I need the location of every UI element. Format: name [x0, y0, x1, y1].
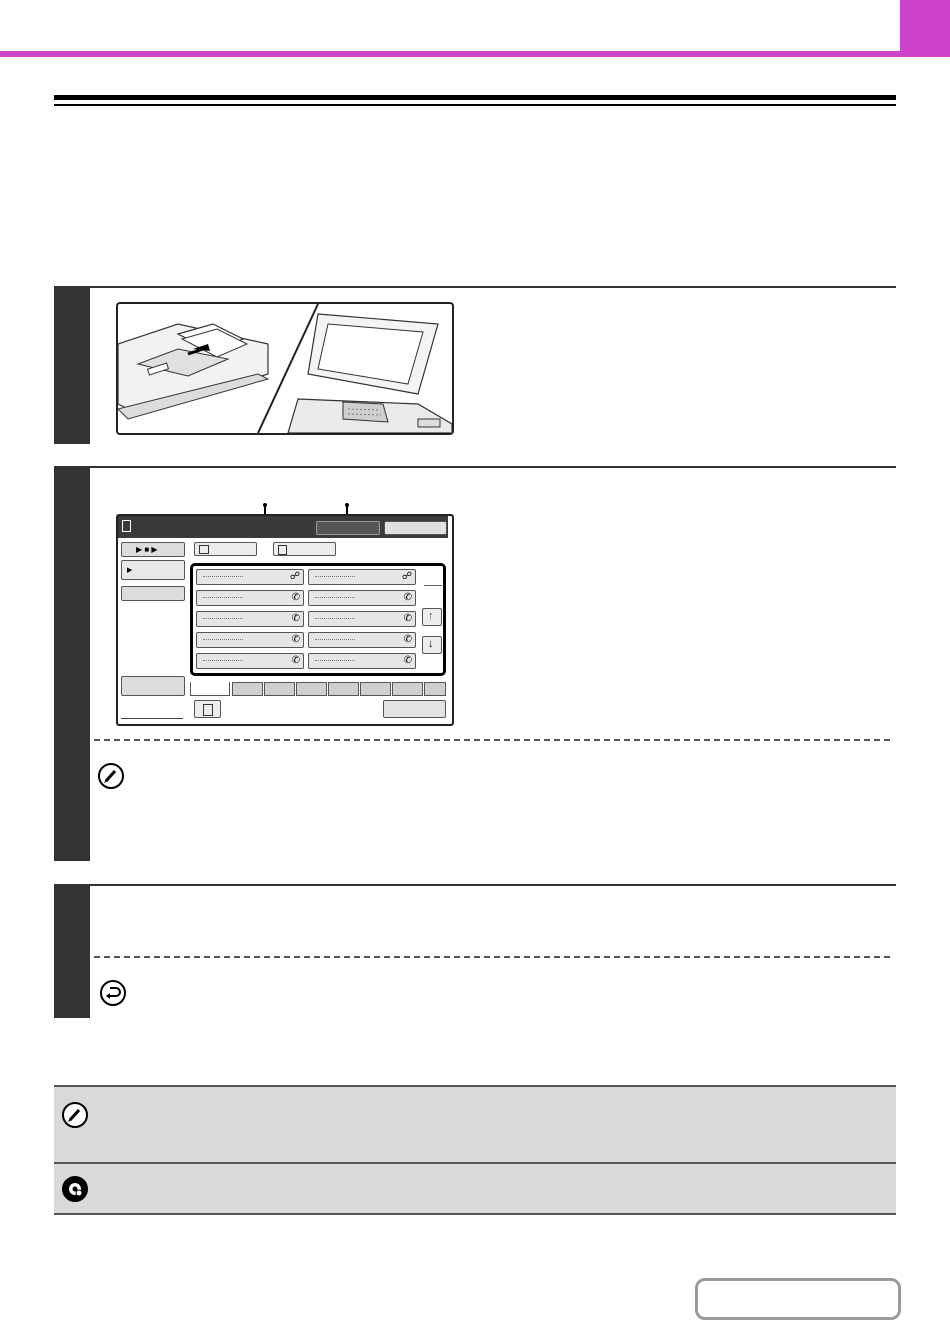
screen-search-button[interactable] — [194, 700, 221, 718]
return-glyph — [102, 982, 124, 1004]
title-rule-thick — [54, 95, 896, 100]
step-2-rule — [90, 466, 896, 468]
step-2-marker — [54, 466, 90, 861]
arrow-up-icon: ↑ — [428, 610, 434, 622]
phone-icon: ✆ — [403, 613, 412, 624]
search-number-icon — [203, 704, 213, 716]
screen-underline — [121, 718, 183, 719]
title-rule-thin — [54, 104, 896, 106]
phone-icon: ✆ — [291, 655, 300, 666]
address-key[interactable] — [308, 632, 416, 648]
step-1-rule — [90, 286, 896, 288]
step-2-note-divider — [94, 739, 890, 741]
phone-icon: ✆ — [403, 592, 412, 603]
note-bottom-rule — [54, 1213, 896, 1215]
index-tab[interactable] — [392, 682, 423, 696]
address-key[interactable] — [196, 632, 304, 648]
gear-icon — [62, 1176, 88, 1202]
screen-fax-button[interactable] — [273, 542, 336, 556]
chapter-tab[interactable] — [900, 0, 950, 57]
feeder-drawing — [118, 304, 452, 433]
top-accent-bar — [0, 51, 900, 57]
settings-box — [54, 1164, 896, 1213]
index-tab-active[interactable] — [190, 682, 230, 696]
index-tab[interactable] — [296, 682, 327, 696]
return-arrow-icon — [100, 980, 126, 1006]
pencil-glyph — [64, 1104, 86, 1126]
index-tab[interactable] — [424, 682, 446, 696]
index-tab[interactable] — [232, 682, 263, 696]
address-key[interactable] — [308, 611, 416, 627]
screen-side-button-2[interactable] — [121, 586, 185, 601]
phone-icon: ✆ — [403, 634, 412, 645]
pencil-glyph — [100, 765, 122, 787]
arrow-down-icon: ↓ — [428, 638, 434, 650]
index-tab[interactable] — [328, 682, 359, 696]
scroll-up-button[interactable] — [422, 608, 442, 626]
step-3-marker — [54, 884, 90, 1018]
step-1-marker — [54, 286, 90, 444]
phone-icon: ✆ — [291, 592, 300, 603]
address-key[interactable] — [308, 653, 416, 669]
pencil-icon — [98, 763, 124, 789]
phone-icon: ✆ — [403, 655, 412, 666]
scroll-down-button[interactable] — [422, 636, 442, 654]
gear-glyph — [64, 1178, 86, 1200]
screen-side-button-3[interactable] — [121, 676, 185, 696]
address-key[interactable] — [308, 569, 416, 585]
phone-icon: ✆ — [291, 613, 300, 624]
address-key[interactable] — [308, 590, 416, 606]
address-key[interactable] — [196, 611, 304, 627]
play-stop-icon: ▶ ■ ▶ — [136, 545, 158, 554]
book-icon — [122, 520, 131, 532]
screen-email-button[interactable] — [194, 542, 257, 556]
address-key[interactable] — [196, 569, 304, 585]
document-feeder-illustration — [116, 302, 454, 435]
step-3-note-divider — [94, 956, 890, 958]
pencil-icon — [62, 1102, 88, 1128]
note-box — [54, 1087, 896, 1162]
screen-display-order-button[interactable] — [121, 542, 185, 557]
index-tab[interactable] — [360, 682, 391, 696]
group-icon: ☍ — [401, 571, 412, 582]
address-key[interactable] — [196, 590, 304, 606]
triangle-icon: ▶ — [127, 567, 133, 574]
page-indicator-line — [424, 585, 442, 586]
screen-tab-active[interactable] — [316, 521, 380, 535]
address-key[interactable] — [196, 653, 304, 669]
step-3-rule — [90, 884, 896, 886]
phone-icon: ✆ — [291, 634, 300, 645]
index-tab[interactable] — [264, 682, 295, 696]
fax-icon — [278, 545, 287, 555]
screen-side-button-1[interactable] — [121, 560, 185, 580]
contents-button[interactable] — [695, 1278, 901, 1320]
screen-tab-inactive[interactable] — [384, 521, 447, 535]
envelope-icon — [199, 545, 209, 554]
screen-ok-button[interactable] — [383, 700, 446, 718]
group-icon: ☍ — [289, 571, 300, 582]
